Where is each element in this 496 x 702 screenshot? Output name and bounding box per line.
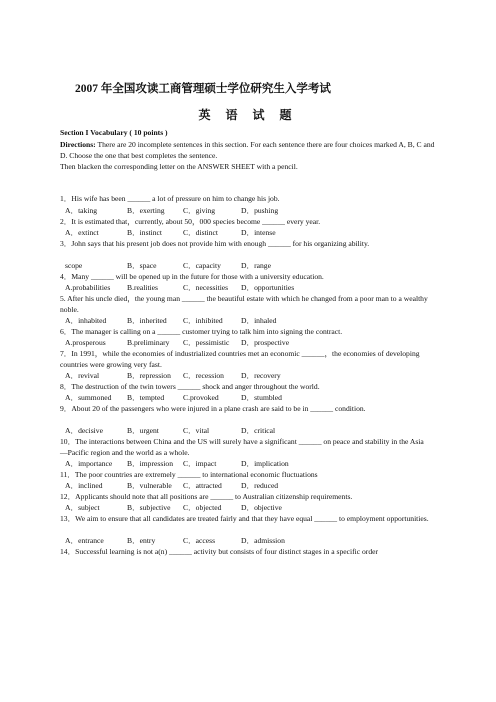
option-c: C．vital (183, 426, 210, 435)
option-b: B.realities (127, 283, 158, 292)
question-11-stem: 11．The poor countries are extremely ______ to international economic fluctuations (60, 470, 318, 479)
option-c: C．capacity (183, 261, 221, 270)
question-5-options (65, 315, 435, 326)
option-d: D．stumbled (241, 393, 282, 402)
option-b: B．vulnerable (127, 481, 172, 490)
directions-label: Directions: (60, 140, 96, 149)
option-b: B．inherited (127, 316, 167, 325)
option-a: A．decisive (65, 426, 103, 435)
question-2-stem: 2．It is estimated that，currently, about 50，000 species become ______ every year. (60, 217, 321, 226)
option-d: D．recovery (241, 371, 281, 380)
question-13-stem: 13．We aim to ensure that all candidates are treated fairly and that they have equal ______ to employment opportunities. (60, 514, 429, 523)
directions-text-2: Then blacken the corresponding letter on the ANSWER SHEET with a pencil. (60, 162, 298, 171)
exam-title: 2007 年全国攻读工商管理硕士学位研究生入学考试 (75, 83, 331, 95)
option-d: D．pushing (241, 206, 279, 215)
question-2-options (65, 227, 435, 238)
option-c: C．objected (183, 503, 222, 512)
option-c: C．necessities (183, 283, 229, 292)
question-11-options (65, 480, 435, 491)
option-a: A．inhabited (65, 316, 107, 325)
directions-text: There are 20 incomplete sentences in this section. For each sentence there are four choices marked A, B, C and D. Choose the one that best completes the sentence. (60, 140, 435, 160)
question-10-stem: 10．The interactions between China and the US will surely have a significant ______ on peace and stability in the Asia—Pacific region and the world as a whole. (60, 437, 424, 457)
option-c: C．giving (183, 206, 216, 215)
option-a: A．importance (65, 459, 113, 468)
option-d: D．inhaled (241, 316, 277, 325)
option-a: A．extinct (65, 228, 99, 237)
question-4-options (65, 282, 435, 293)
question-14-stem: 14．Successful learning is not a(n) ______ activity but consists of four distinct stages in a specific order (60, 547, 379, 556)
option-a: scope (65, 261, 83, 270)
option-d: D．prospective (241, 338, 290, 347)
option-b: B．space (127, 261, 157, 270)
option-a: A．summoned (65, 393, 112, 402)
question-13-options (65, 535, 435, 546)
option-d: D．intense (241, 228, 276, 237)
option-b: B．subjective (127, 503, 171, 512)
option-a: A．subject (65, 503, 100, 512)
question-7-stem: 7．In 1991，while the economies of industrialized countries met an economic ______，the economies of developing countries were growing very fast. (60, 349, 420, 369)
option-a: A.prosperous (65, 338, 106, 347)
question-12-options (65, 502, 435, 513)
option-b: B．exerting (127, 206, 165, 215)
option-a: A．revival (65, 371, 100, 380)
option-d: D．critical (241, 426, 276, 435)
question-8-stem: 8．The destruction of the twin towers ______ shock and anger throughout the world. (60, 382, 320, 391)
option-a: A．entrance (65, 536, 104, 545)
question-8-options (65, 392, 435, 403)
question-10-options (65, 458, 435, 469)
exam-subtitle: 英 语 试 题 (198, 108, 298, 122)
question-5-stem: 5. After his uncle died，the young man ______ the beautiful estate with which he changed from a poor man to a wealthy noble. (60, 294, 428, 314)
option-c: C．attracted (183, 481, 222, 490)
option-c: C．impact (183, 459, 217, 468)
option-d: D．range (241, 261, 271, 270)
option-c: C.provoked (183, 393, 219, 402)
option-a: A．inclined (65, 481, 103, 490)
option-d: D．opportunities (241, 283, 295, 292)
option-a: A．taking (65, 206, 98, 215)
option-b: B．impression (127, 459, 173, 468)
option-a: A.probabilities (65, 283, 111, 292)
question-6-stem: 6．The manager is calling on a ______ customer trying to talk him into signing the contract. (60, 327, 343, 336)
question-7-options (65, 370, 435, 381)
question-3-stem: 3．John says that his present job does not provide him with enough ______ for his organizing ability. (60, 239, 370, 248)
question-1-options (65, 205, 435, 216)
option-b: B．entry (127, 536, 156, 545)
option-d: D．reduced (241, 481, 279, 490)
option-b: B．urgent (127, 426, 159, 435)
option-c: C．access (183, 536, 216, 545)
option-b: B．instinct (127, 228, 163, 237)
section-heading: Section I Vocabulary ( 10 points ) (60, 128, 168, 137)
question-9-stem: 9．About 20 of the passengers who were injured in a plane crash are said to be in ______ condition. (60, 404, 366, 413)
option-c: C．pessimistic (183, 338, 230, 347)
option-d: D．objective (241, 503, 282, 512)
option-b: B．repression (127, 371, 171, 380)
question-3-options (65, 260, 435, 271)
directions (60, 139, 436, 172)
option-c: C．distinct (183, 228, 219, 237)
question-6-options (65, 337, 435, 348)
question-4-stem: 4．Many ______ will be opened up in the future for those with a university education. (60, 272, 324, 281)
option-c: C．inhibited (183, 316, 223, 325)
question-9-options (65, 425, 435, 436)
option-d: D．admission (241, 536, 285, 545)
option-b: B．tempted (127, 393, 165, 402)
option-d: D．implication (241, 459, 289, 468)
question-12-stem: 12．Applicants should note that all positions are ______ to Australian citizenship requirements. (60, 492, 353, 501)
question-1-stem: 1．His wife has been ______ a lot of pressure on him to change his job. (60, 194, 280, 203)
option-b: B.preliminary (127, 338, 170, 347)
option-c: C．recession (183, 371, 224, 380)
